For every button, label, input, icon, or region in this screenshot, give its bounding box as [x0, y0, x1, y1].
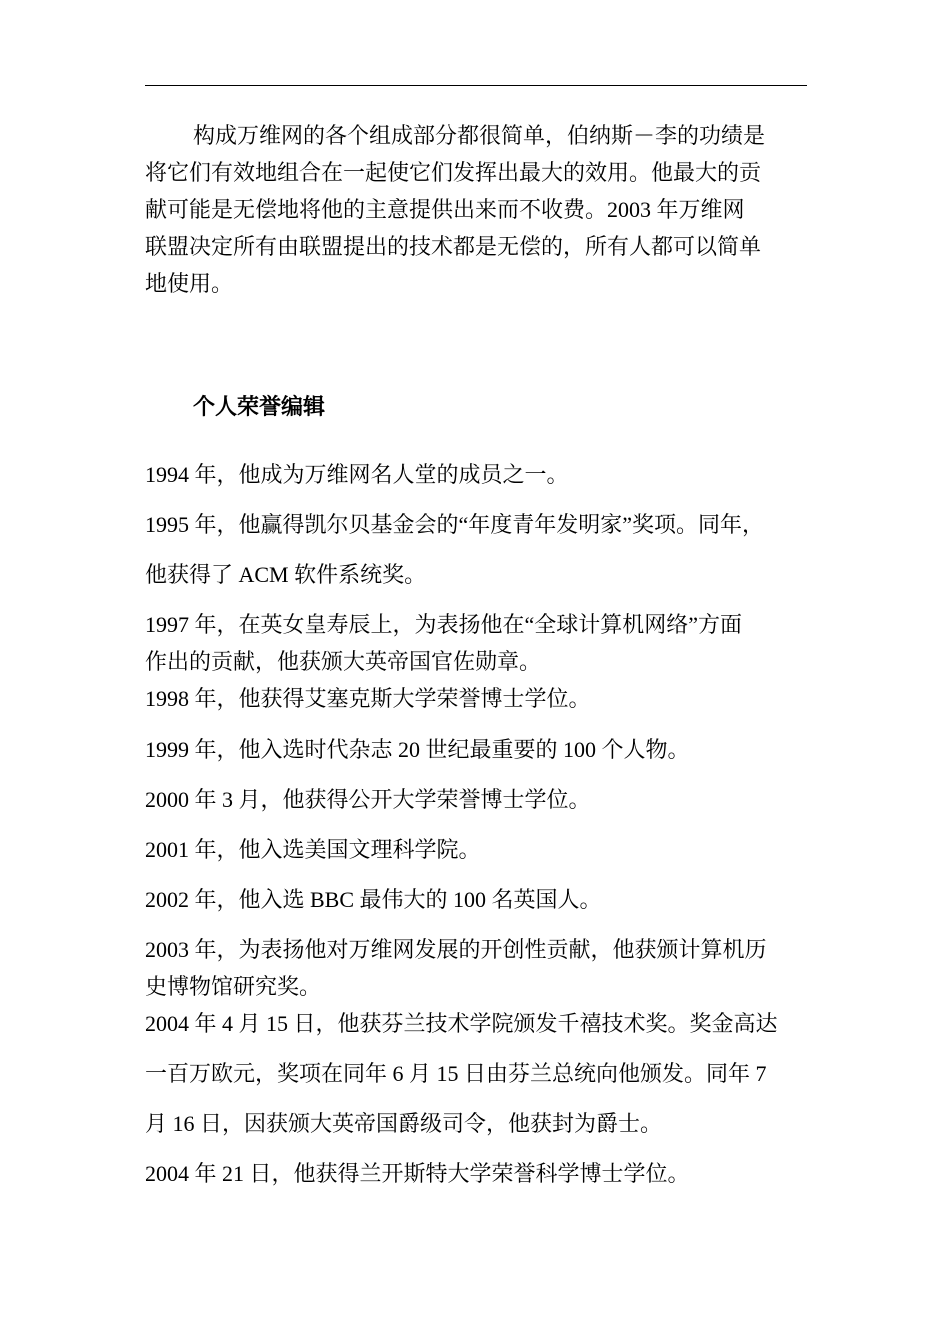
- honor-line: 1997 年，在英女皇寿辰上，为表扬他在“全球计算机网络”方面: [145, 612, 743, 637]
- honor-line: 2001 年，他入选美国文理科学院。: [145, 837, 481, 862]
- intro-line: 地使用。: [145, 271, 234, 296]
- honor-line: 1994 年，他成为万维网名人堂的成员之一。: [145, 462, 569, 487]
- honor-line: 1998 年，他获得艾塞克斯大学荣誉博士学位。: [145, 686, 591, 711]
- honor-line: 2004 年 21 日，他获得兰开斯特大学荣誉科学博士学位。: [145, 1161, 690, 1186]
- honor-line: 2003 年，为表扬他对万维网发展的开创性贡献，他获颁计算机历: [145, 937, 767, 962]
- honor-line: 作出的贡献，他获颁大英帝国官佐勋章。: [145, 649, 542, 674]
- honor-line: 1999 年，他入选时代杂志 20 世纪最重要的 100 个人物。: [145, 737, 690, 762]
- honor-line: 2004 年 4 月 15 日，他获芬兰技术学院颁发千禧技术奖。奖金高达: [145, 1011, 778, 1036]
- intro-line: 献可能是无偿地将他的主意提供出来而不收费。2003 年万维网: [145, 197, 745, 222]
- header-rule: [145, 85, 807, 86]
- honor-line: 一百万欧元，奖项在同年 6 月 15 日由芬兰总统向他颁发。同年 7: [145, 1061, 767, 1086]
- honor-line: 史博物馆研究奖。: [145, 974, 322, 999]
- honor-line: 2002 年，他入选 BBC 最伟大的 100 名英国人。: [145, 887, 602, 912]
- honor-line: 月 16 日，因获颁大英帝国爵级司令，他获封为爵士。: [145, 1111, 663, 1136]
- honor-line: 1995 年，他赢得凯尔贝基金会的“年度青年发明家”奖项。同年，: [145, 512, 765, 537]
- intro-line: 将它们有效地组合在一起使它们发挥出最大的效用。他最大的贡: [145, 160, 762, 185]
- section-heading: 个人荣誉编辑: [193, 394, 326, 419]
- honor-line: 2000 年 3 月，他获得公开大学荣誉博士学位。: [145, 787, 591, 812]
- intro-line: 构成万维网的各个组成部分都很简单，伯纳斯－李的功绩是: [193, 123, 766, 148]
- intro-line: 联盟决定所有由联盟提出的技术都是无偿的，所有人都可以简单: [145, 234, 762, 259]
- honor-line: 他获得了 ACM 软件系统奖。: [145, 562, 427, 587]
